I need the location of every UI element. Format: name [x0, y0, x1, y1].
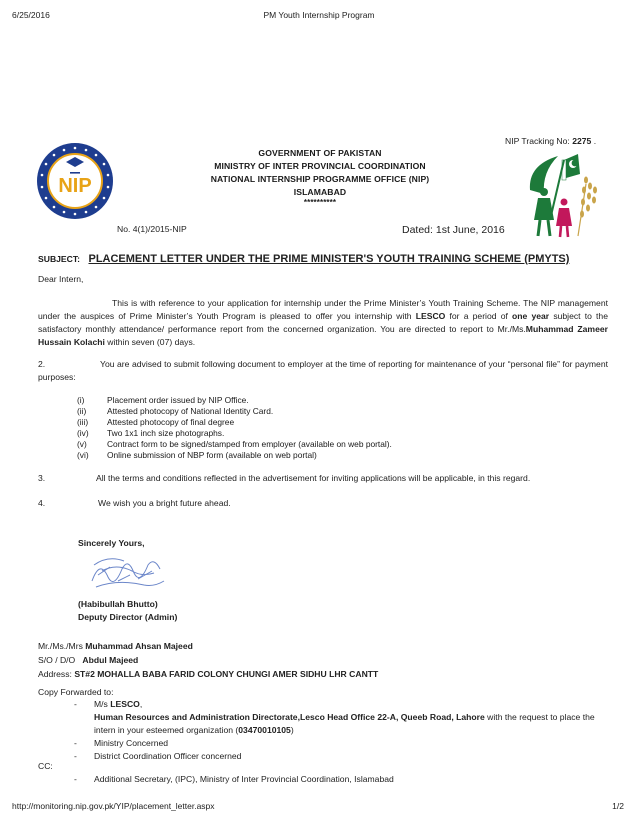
list-item: (iii) Attested photocopy of final degree [77, 417, 235, 427]
youth-emblem [520, 150, 606, 240]
reference-number: No. 4(1)/2015-NIP [117, 224, 187, 234]
print-title: PM Youth Internship Program [263, 10, 375, 20]
copy-forwarded-label: Copy Forwarded to: [38, 687, 114, 697]
page-number: 1/2 [612, 801, 624, 811]
gov-line-1: GOVERNMENT OF PAKISTAN [258, 148, 382, 158]
recipient-block [38, 639, 378, 681]
copy-forwarded-list [74, 698, 609, 763]
signatory-block [78, 598, 177, 624]
gov-stars: ********** [303, 198, 337, 207]
documents-list [77, 395, 597, 461]
gov-line-3: NATIONAL INTERNSHIP PROGRAMME OFFICE (NIP) [210, 174, 430, 184]
closing: Sincerely Yours, [78, 538, 145, 548]
subject-text: PLACEMENT LETTER UNDER THE PRIME MINISTER'S YOUTH TRAINING SCHEME (PMYTS) [88, 253, 570, 265]
nip-logo-text: NIP [58, 175, 92, 197]
list-item: (vi) Online submission of NBP form (available on web portal) [77, 450, 317, 460]
list-item: (ii) Attested photocopy of National Identity Card. [77, 406, 274, 416]
cc-item: - Additional Secretary, (IPC), Ministry of Inter Provincial Coordination, Islamabad [74, 774, 394, 784]
youth-flag-icon [520, 150, 606, 240]
signatory-name: (Habibullah Bhutto) [78, 599, 158, 609]
company-name: LESCO [415, 311, 446, 321]
recipient-address: Address: ST#2 MOHALLA BABA FARID COLONY CHUNGI AMER SIDHU LHR CANTT [38, 669, 379, 679]
paragraph-2: 2. You are advised to submit following document to employer at the time of reporting for maintenance of your “personal file” for payment purposes: [38, 359, 608, 382]
recipient-name: Mr./Ms./Mrs Muhammad Ahsan Majeed [38, 641, 193, 651]
nip-emblem-icon [36, 142, 114, 220]
letter-date: Dated: 1st June, 2016 [402, 224, 505, 236]
signature-icon [88, 551, 168, 595]
nip-logo [36, 142, 114, 220]
list-item: Human Resources and Administration Directorate,Lesco Head Office 22-A, Queeb Road, Lahore with the request to place the intern in your esteemed organization (03470010105) [94, 712, 595, 735]
signatory-title: Deputy Director (Admin) [78, 612, 178, 622]
paragraph-4: 4. We wish you a bright future ahead. [38, 498, 231, 508]
list-item: - M/s LESCO, [74, 699, 143, 709]
cc-label: CC: [38, 761, 53, 771]
salutation: Dear Intern, [38, 274, 84, 284]
supervisor-name: Muhammad Zameer Hussain Kolachi [38, 324, 608, 347]
list-item: (i) Placement order issued by NIP Office. [77, 395, 249, 405]
list-item: (iv) Two 1x1 inch size photographs. [77, 428, 225, 438]
government-header [160, 147, 480, 207]
gov-line-2: MINISTRY OF INTER PROVINCIAL COORDINATION [214, 161, 426, 171]
list-item: - Ministry Concerned [74, 738, 169, 748]
print-date: 6/25/2016 [12, 10, 50, 20]
footer-url: http://monitoring.nip.gov.pk/YIP/placement_letter.aspx [12, 801, 215, 811]
tracking-number: NIP Tracking No: 2275 . [505, 136, 597, 146]
gov-line-4: ISLAMABAD [293, 187, 347, 197]
signature [88, 551, 168, 595]
paragraph-1: This is with reference to your application for internship under the Prime Minister’s Youth Training Scheme. The NIP management under the auspices of Prime Minister’s Youth Program is pleased to offer you internship with LESCO for a period of one year subject to the satisfactory monthly attendance/ performance report from the concerned organization. You are directed to report to Mr./Ms.Muhammad Zameer Hussain Kolachi within seven (07) days. [38, 298, 608, 347]
list-item: - District Coordination Officer concerned [74, 751, 242, 761]
paragraph-3: 3. All the terms and conditions reflected in the advertisement for inviting applications will be applicable, in this regard. [38, 473, 531, 483]
subject-line: SUBJECT: PLACEMENT LETTER UNDER THE PRIME MINISTER'S YOUTH TRAINING SCHEME (PMYTS) [38, 253, 570, 265]
list-item: (v) Contract form to be signed/stamped from employer (available on web portal). [77, 439, 392, 449]
recipient-father: S/O / D/O Abdul Majeed [38, 655, 139, 665]
